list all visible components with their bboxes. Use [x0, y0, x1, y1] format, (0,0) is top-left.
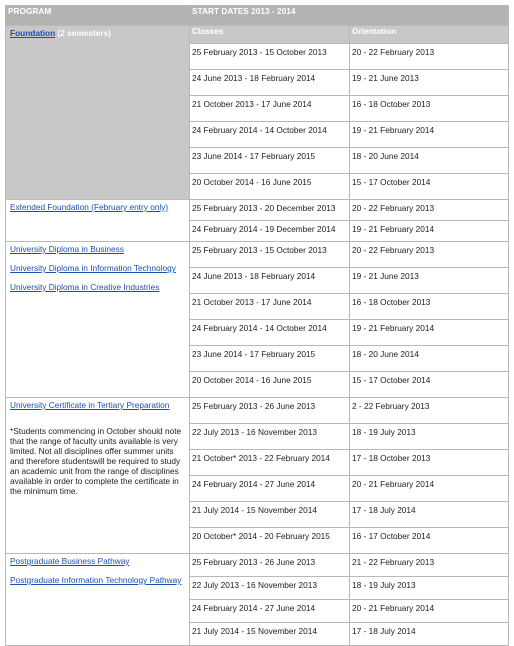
orientation-cell: 19 - 21 February 2014 — [350, 122, 509, 148]
classes-cell: 21 October* 2013 - 22 February 2014 — [190, 450, 350, 476]
orientation-cell: 19 - 21 June 2013 — [350, 70, 509, 96]
orientation-cell: 17 - 18 October 2013 — [350, 450, 509, 476]
schedule-body — [6, 26, 509, 646]
program-suffix: (2 semesters) — [55, 28, 111, 38]
table-row — [6, 398, 509, 424]
program-entry — [10, 400, 185, 410]
program-cell — [6, 26, 190, 200]
orientation-cell: 15 - 17 October 2014 — [350, 174, 509, 200]
classes-cell: 20 October 2014 - 16 June 2015 — [190, 174, 350, 200]
program-link[interactable]: University Certificate in Tertiary Preparation — [10, 400, 170, 410]
orientation-cell: 20 - 22 February 2013 — [350, 200, 509, 221]
classes-cell: 24 February 2014 - 14 October 2014 — [190, 122, 350, 148]
classes-cell: 24 February 2014 - 14 October 2014 — [190, 320, 350, 346]
orientation-cell: 16 - 18 October 2013 — [350, 294, 509, 320]
orientation-cell: 19 - 21 February 2014 — [350, 320, 509, 346]
classes-cell: 25 February 2013 - 26 June 2013 — [190, 398, 350, 424]
program-link[interactable]: Extended Foundation (February entry only) — [10, 202, 169, 212]
table-row — [6, 554, 509, 577]
orientation-cell: 21 - 22 February 2013 — [350, 554, 509, 577]
schedule-table — [5, 5, 509, 646]
classes-cell: 23 June 2014 - 17 February 2015 — [190, 346, 350, 372]
orientation-cell: 15 - 17 October 2014 — [350, 372, 509, 398]
program-entry — [10, 282, 185, 292]
program-header: PROGRAM — [6, 6, 190, 26]
start-dates-header: START DATES 2013 - 2014 — [190, 6, 509, 26]
classes-cell: 24 February 2014 - 27 June 2014 — [190, 476, 350, 502]
classes-cell: 22 July 2013 - 16 November 2013 — [190, 577, 350, 600]
orientation-cell: 18 - 20 June 2014 — [350, 148, 509, 174]
classes-cell: 25 February 2013 - 15 October 2013 — [190, 242, 350, 268]
classes-cell: 25 February 2013 - 26 June 2013 — [190, 554, 350, 577]
table-row — [6, 200, 509, 221]
classes-header: Classes — [190, 26, 350, 44]
program-entry — [10, 28, 185, 38]
program-entry — [10, 202, 185, 212]
classes-cell: 24 June 2013 - 18 February 2014 — [190, 70, 350, 96]
program-link[interactable]: Foundation — [10, 28, 56, 38]
classes-cell: 24 February 2014 - 19 December 2014 — [190, 221, 350, 242]
classes-cell: 22 July 2013 - 16 November 2013 — [190, 424, 350, 450]
classes-cell: 21 October 2013 - 17 June 2014 — [190, 294, 350, 320]
orientation-cell: 20 - 22 February 2013 — [350, 44, 509, 70]
classes-cell: 21 July 2014 - 15 November 2014 — [190, 623, 350, 646]
orientation-cell: 20 - 22 February 2013 — [350, 242, 509, 268]
orientation-cell: 18 - 19 July 2013 — [350, 424, 509, 450]
classes-cell: 24 February 2014 - 27 June 2014 — [190, 600, 350, 623]
program-cell — [6, 200, 190, 242]
orientation-cell: 17 - 18 July 2014 — [350, 623, 509, 646]
program-entry — [10, 244, 185, 254]
orientation-cell: 19 - 21 June 2013 — [350, 268, 509, 294]
classes-cell: 23 June 2014 - 17 February 2015 — [190, 148, 350, 174]
program-link[interactable]: University Diploma in Business — [10, 244, 124, 254]
orientation-cell: 20 - 21 February 2014 — [350, 476, 509, 502]
program-note: *Students commencing in October should note that the range of faculty units available is very limited. Not all disciplines offer summer units and therefore studentswill be required to study an academic unit from the range of disciplines available in order to complete the certificate in the minimum time. — [10, 426, 182, 496]
program-entry — [10, 575, 185, 585]
table-row — [6, 242, 509, 268]
program-entry — [10, 263, 185, 273]
orientation-cell: 19 - 21 February 2014 — [350, 221, 509, 242]
classes-cell: 21 October 2013 - 17 June 2014 — [190, 96, 350, 122]
orientation-cell: 18 - 19 July 2013 — [350, 577, 509, 600]
orientation-cell: 17 - 18 July 2014 — [350, 502, 509, 528]
orientation-cell: 2 - 22 February 2013 — [350, 398, 509, 424]
header-row — [6, 6, 509, 26]
program-cell — [6, 398, 190, 554]
program-link[interactable]: Postgraduate Business Pathway — [10, 556, 130, 566]
classes-cell: 20 October* 2014 - 20 February 2015 — [190, 528, 350, 554]
orientation-cell: 16 - 18 October 2013 — [350, 96, 509, 122]
classes-cell: 20 October 2014 - 16 June 2015 — [190, 372, 350, 398]
orientation-cell: 20 - 21 February 2014 — [350, 600, 509, 623]
sub-header-row — [6, 26, 509, 44]
program-link[interactable]: University Diploma in Creative Industries — [10, 282, 160, 292]
program-link[interactable]: University Diploma in Information Technology — [10, 263, 176, 273]
program-entry — [10, 556, 185, 566]
orientation-header: Orientation — [350, 26, 509, 44]
program-link[interactable]: Postgraduate Information Technology Pathway — [10, 575, 182, 585]
orientation-cell: 18 - 20 June 2014 — [350, 346, 509, 372]
classes-cell: 25 February 2013 - 20 December 2013 — [190, 200, 350, 221]
classes-cell: 24 June 2013 - 18 February 2014 — [190, 268, 350, 294]
classes-cell: 25 February 2013 - 15 October 2013 — [190, 44, 350, 70]
classes-cell: 21 July 2014 - 15 November 2014 — [190, 502, 350, 528]
program-cell — [6, 554, 190, 646]
orientation-cell: 16 - 17 October 2014 — [350, 528, 509, 554]
program-cell — [6, 242, 190, 398]
